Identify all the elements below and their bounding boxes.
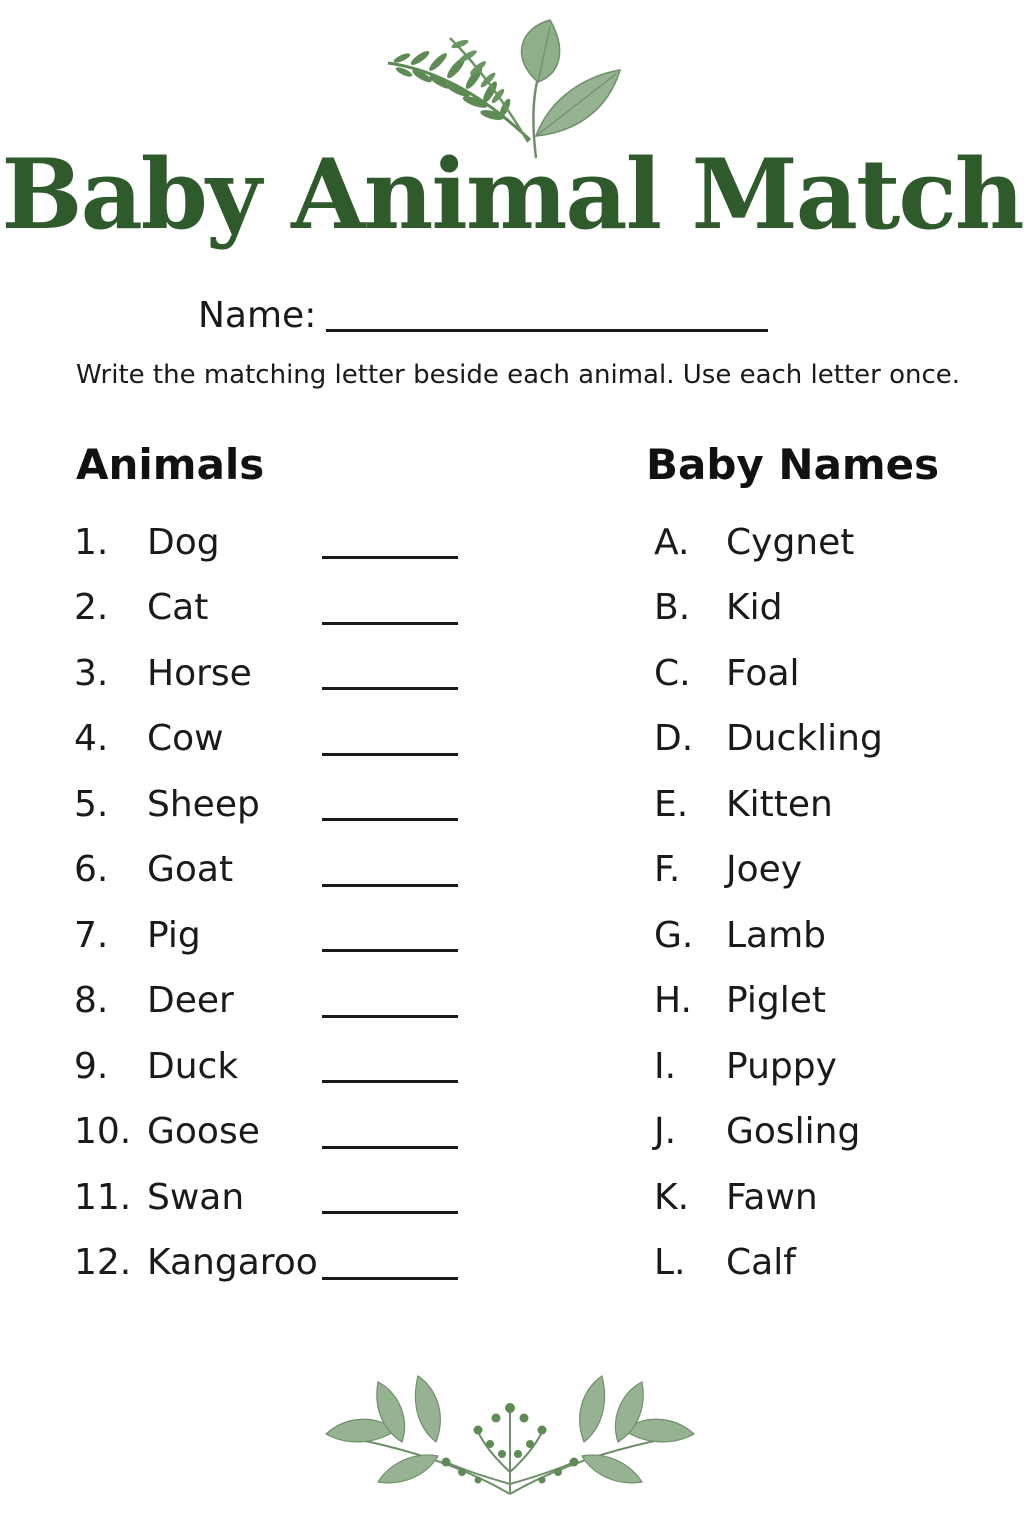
animal-name: Horse xyxy=(147,652,252,694)
answer-blank[interactable] xyxy=(322,949,458,952)
baby-name-letter: L. xyxy=(654,1242,686,1284)
baby-name: Lamb xyxy=(726,914,827,956)
animal-number: 11. xyxy=(74,1176,132,1218)
animal-name: Swan xyxy=(147,1176,245,1218)
answer-blank[interactable] xyxy=(322,1211,458,1214)
animal-name: Pig xyxy=(147,914,201,956)
animal-name: Goose xyxy=(147,1111,260,1153)
answer-blank[interactable] xyxy=(322,818,458,821)
baby-name-letter: C. xyxy=(654,652,691,694)
baby-name: Kid xyxy=(726,587,783,629)
baby-name-letter: J. xyxy=(654,1111,677,1153)
animal-row xyxy=(74,772,474,838)
animal-name: Kangaroo xyxy=(147,1242,318,1284)
animal-number: 6. xyxy=(74,849,109,891)
animal-row xyxy=(74,1034,474,1100)
baby-name-letter: E. xyxy=(654,783,689,825)
animal-row xyxy=(74,1100,474,1166)
baby-name-letter: I. xyxy=(654,1045,677,1087)
animal-row xyxy=(74,838,474,904)
baby-name-row xyxy=(654,1165,994,1231)
animal-number: 12. xyxy=(74,1242,132,1284)
baby-name: Puppy xyxy=(726,1045,837,1087)
answer-blank[interactable] xyxy=(322,622,458,625)
baby-name: Piglet xyxy=(726,980,827,1022)
baby-name: Cygnet xyxy=(726,521,855,563)
answer-blank[interactable] xyxy=(322,1146,458,1149)
baby-name: Gosling xyxy=(726,1111,861,1153)
animal-row xyxy=(74,1231,474,1297)
baby-name-letter: H. xyxy=(654,980,692,1022)
baby-name-row xyxy=(654,838,994,904)
animal-list xyxy=(74,510,474,1296)
animal-row xyxy=(74,969,474,1035)
animal-row xyxy=(74,707,474,773)
baby-name: Foal xyxy=(726,652,800,694)
animal-row xyxy=(74,1165,474,1231)
leaf-garland-icon xyxy=(318,1372,702,1502)
name-blank-line[interactable] xyxy=(326,329,768,332)
baby-name-letter: G. xyxy=(654,914,694,956)
answer-blank[interactable] xyxy=(322,1277,458,1280)
baby-name: Duckling xyxy=(726,718,883,760)
animal-number: 9. xyxy=(74,1045,109,1087)
animal-name: Deer xyxy=(147,980,234,1022)
animal-number: 10. xyxy=(74,1111,132,1153)
answer-blank[interactable] xyxy=(322,884,458,887)
baby-name-letter: A. xyxy=(654,521,690,563)
baby-name: Fawn xyxy=(726,1176,818,1218)
animal-row xyxy=(74,641,474,707)
animal-name: Goat xyxy=(147,849,234,891)
answer-blank[interactable] xyxy=(322,687,458,690)
instructions: Write the matching letter beside each animal. Use each letter once. xyxy=(76,360,961,390)
baby-name-letter: F. xyxy=(654,849,681,891)
baby-name-letter: D. xyxy=(654,718,694,760)
animals-heading: Animals xyxy=(76,440,265,489)
baby-name-row xyxy=(654,903,994,969)
animal-name: Sheep xyxy=(147,783,260,825)
animal-number: 8. xyxy=(74,980,109,1022)
animal-row xyxy=(74,903,474,969)
page-title: Baby Animal Match xyxy=(1,138,1023,251)
baby-name-list xyxy=(654,510,994,1296)
baby-names-heading: Baby Names xyxy=(646,440,940,489)
animal-name: Dog xyxy=(147,521,220,563)
baby-name-row xyxy=(654,576,994,642)
baby-name: Calf xyxy=(726,1242,796,1284)
answer-blank[interactable] xyxy=(322,1015,458,1018)
answer-blank[interactable] xyxy=(322,1080,458,1083)
animal-name: Cat xyxy=(147,587,209,629)
baby-name-row xyxy=(654,1231,994,1297)
animal-number: 7. xyxy=(74,914,109,956)
animal-row xyxy=(74,510,474,576)
baby-name-row xyxy=(654,969,994,1035)
answer-blank[interactable] xyxy=(322,753,458,756)
animal-number: 5. xyxy=(74,783,109,825)
baby-name-row xyxy=(654,707,994,773)
baby-name: Joey xyxy=(726,849,803,891)
animal-name: Duck xyxy=(147,1045,239,1087)
baby-name-row xyxy=(654,772,994,838)
baby-name-row xyxy=(654,1100,994,1166)
animal-number: 4. xyxy=(74,718,109,760)
animal-row xyxy=(74,576,474,642)
baby-name-row xyxy=(654,641,994,707)
answer-blank[interactable] xyxy=(322,556,458,559)
animal-number: 3. xyxy=(74,652,109,694)
animal-number: 2. xyxy=(74,587,109,629)
baby-name-letter: B. xyxy=(654,587,691,629)
baby-name: Kitten xyxy=(726,783,833,825)
name-label: Name: xyxy=(198,295,317,336)
baby-name-letter: K. xyxy=(654,1176,690,1218)
baby-name-row xyxy=(654,1034,994,1100)
baby-name-row xyxy=(654,510,994,576)
animal-name: Cow xyxy=(147,718,224,760)
name-row xyxy=(198,288,768,334)
animal-number: 1. xyxy=(74,521,109,563)
